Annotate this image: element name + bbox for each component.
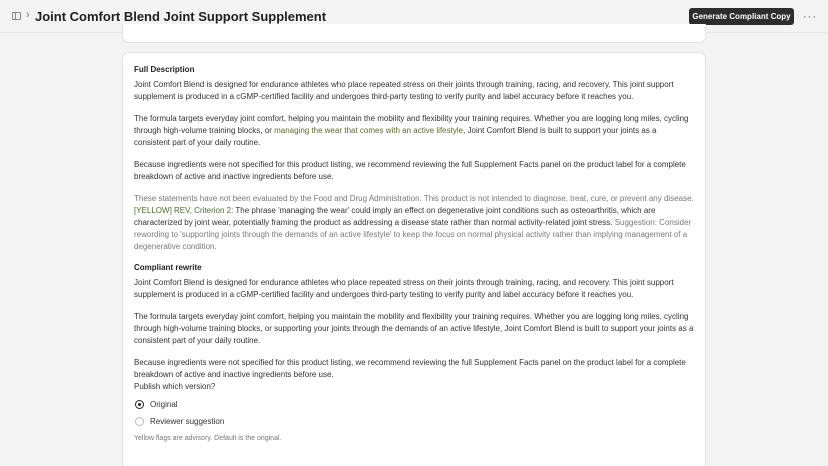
previous-card — [122, 24, 706, 43]
generate-compliant-copy-button[interactable]: Generate Compliant Copy — [689, 8, 794, 25]
publish-question: Publish which version? — [134, 382, 216, 391]
description-paragraph-3: Because ingredients were not specified for this product listing, we recommend reviewing the full Supplement Facts panel on the product label for a complete breakdown of active and inactive ingredients before use. — [134, 160, 686, 181]
option-reviewer-suggestion[interactable] — [134, 413, 694, 430]
rewrite-paragraph-1: Joint Comfort Blend is designed for endurance athletes who place repeated stress on their joints through training, racing, and recovery. This joint support supplement is produced in a cGMP-certified facility and undergoes third-party testing to verify purity and label accuracy before it reaches you. — [134, 278, 674, 299]
description-paragraph-1: Joint Comfort Blend is designed for endurance athletes who place repeated stress on their joints through training, racing, and recovery. This joint support supplement is produced in a cGMP-certified facility and undergoes third-party testing to verify purity and label accuracy before it reaches you. — [134, 80, 674, 101]
sidebar-toggle-icon[interactable] — [12, 12, 21, 20]
flag-suggestion: Suggestion: Consider rewording to 'supporting joints through the demands of an active lifestyle' to keep the focus on normal physical activity rather than implying management of a degenerative condition. — [134, 218, 692, 251]
paragraph-2-text-before: The formula targets everyday joint comfort, helping you maintain the mobility and flexibility your training requires. Whether you are logging long miles, cycling through high-volume training blocks, or — [134, 114, 689, 135]
full-description-heading: Full Description — [134, 65, 195, 74]
more-options-icon[interactable]: ··· — [803, 10, 817, 23]
radio-original[interactable] — [135, 400, 144, 409]
rewrite-paragraph-2: The formula targets everyday joint comfort, helping you maintain the mobility and flexibility your training requires. Whether you are logging long miles, cycling through high-volume training blocks, or supporting your joints through the demands of an active lifestyle, Joint Comfort Blend is built to support your joints as a consistent part of your daily routine. — [134, 312, 694, 345]
option-reviewer-suggestion-label: Reviewer suggestion — [150, 417, 225, 426]
flag-tag: [YELLOW] REV, Criterion 2: — [134, 206, 234, 215]
radio-reviewer-suggestion[interactable] — [135, 417, 144, 426]
description-card — [122, 52, 706, 466]
flagged-phrase[interactable]: managing the wear that comes with an active lifestyle — [274, 126, 464, 135]
flag-text: The phrase 'managing the wear' could imply an effect on degenerative joint conditions such as osteoarthritis, which are characterized by joint wear, potentially framing the product as addressing a disease state rather than normal activity-related joint stress. — [134, 206, 656, 227]
page-title: Joint Comfort Blend Joint Support Supplement — [35, 9, 327, 24]
option-original[interactable] — [134, 396, 694, 413]
review-flag — [134, 205, 694, 253]
breadcrumb-separator: › — [26, 9, 30, 21]
paragraph-2-text-after: , Joint Comfort Blend is built to support your joints as a consistent part of your daily routine. — [134, 126, 657, 147]
publish-note: Yellow flags are advisory. Default is the original. — [134, 435, 282, 442]
description-paragraph-2 — [134, 113, 694, 149]
option-original-label: Original — [150, 400, 178, 409]
rewrite-paragraph-3: Because ingredients were not specified for this product listing, we recommend reviewing the full Supplement Facts panel on the product label for a complete breakdown of active and inactive ingredients before use. — [134, 358, 686, 379]
compliant-rewrite-heading: Compliant rewrite — [134, 263, 202, 272]
fda-disclaimer: These statements have not been evaluated by the Food and Drug Administration. This product is not intended to diagnose, treat, cure, or prevent any disease. — [134, 194, 694, 203]
